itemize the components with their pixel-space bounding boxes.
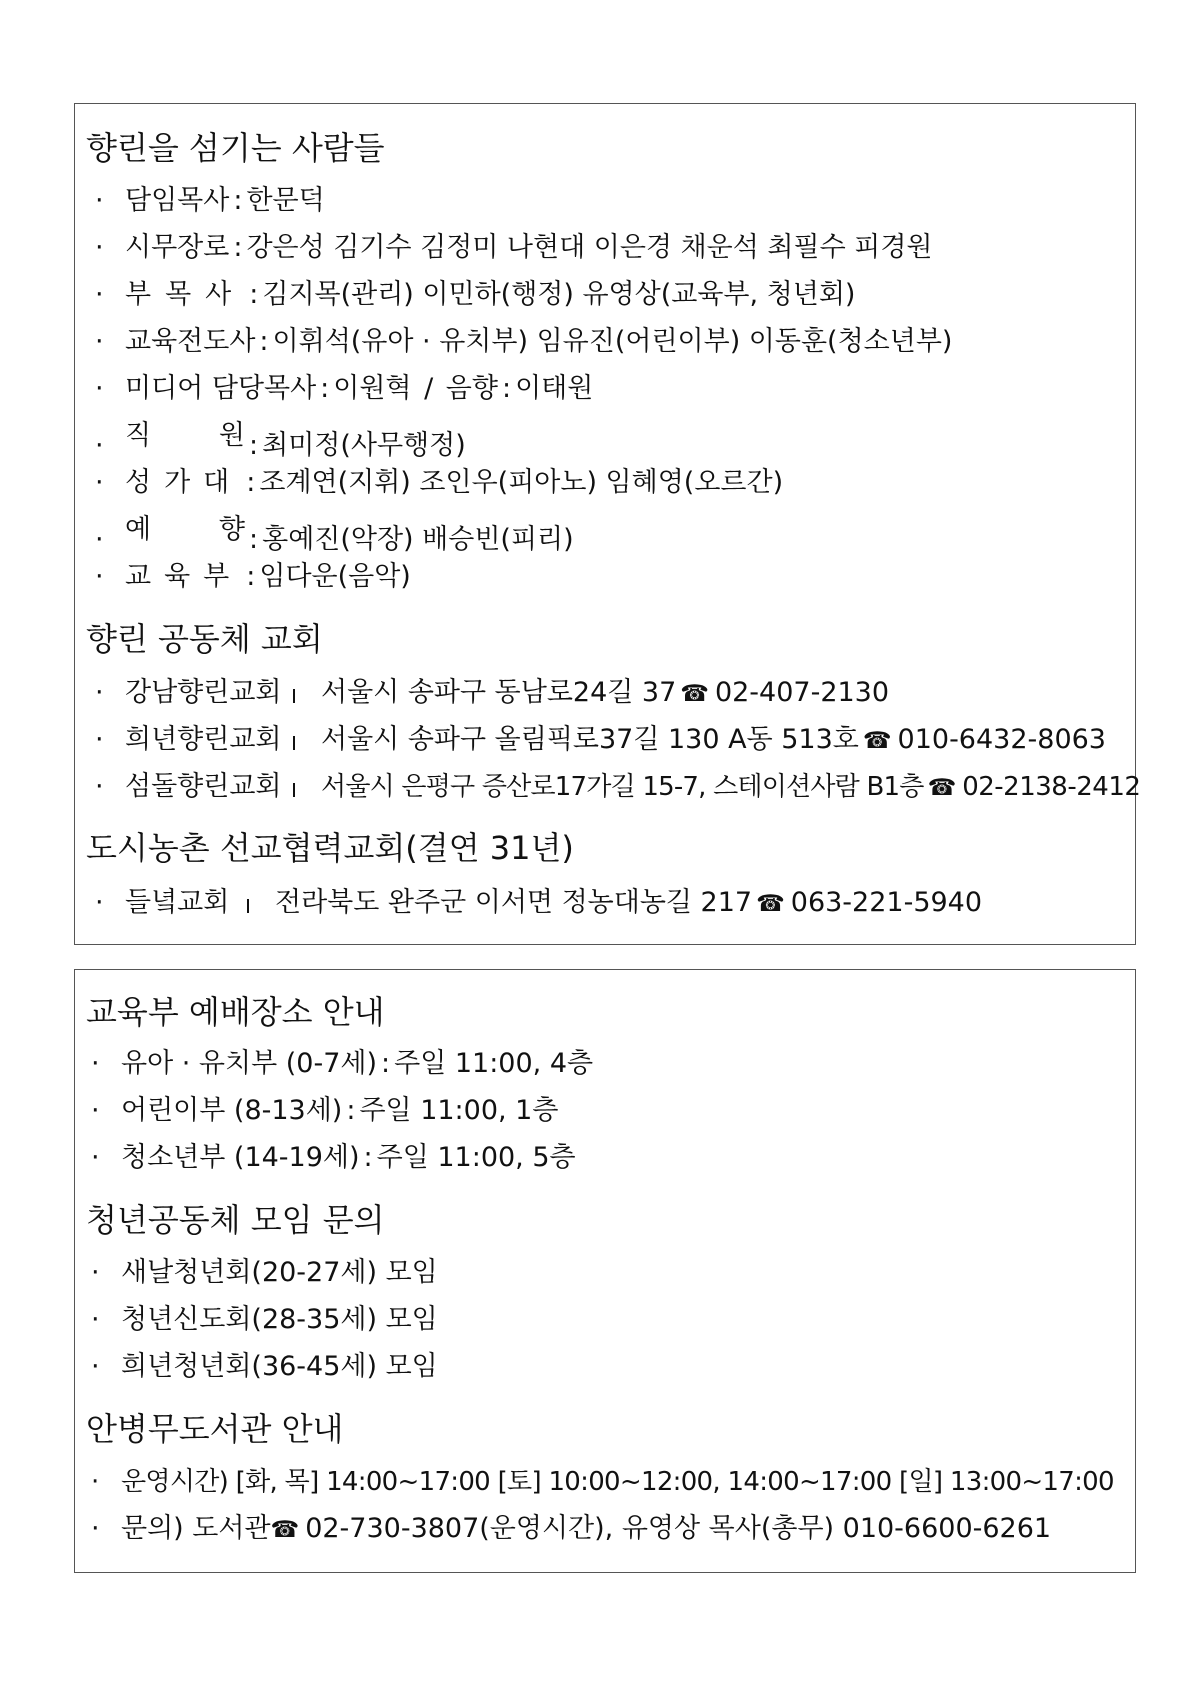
youth-item — [91, 1349, 438, 1385]
staff-row-senior-pastor — [95, 183, 325, 219]
staff-row-staff — [95, 418, 466, 464]
library-contact-text: 02-730-3807(운영시간), 유영상 목사(총무) 010-6600-6261 — [305, 1513, 1052, 1544]
church-phone: 063-221-5940 — [790, 887, 983, 918]
bullet-icon: · — [95, 724, 104, 755]
library-hours — [91, 1464, 1114, 1500]
staff-heading: 향린을 섬기는 사람들 — [86, 129, 385, 167]
staff-label: 예 향 — [125, 514, 245, 545]
bullet-icon: · — [95, 524, 104, 555]
staff-row-choir — [95, 465, 783, 501]
separator: : — [246, 467, 256, 498]
staff-value: 이휘석(유아 · 유치부) 임유진(어린이부) 이동훈(청소년부) — [272, 326, 953, 357]
bullet-icon: · — [91, 1095, 100, 1126]
church-phone: 02-407-2130 — [714, 677, 890, 708]
bullet-icon: · — [95, 430, 104, 461]
staff-label: 교육부 — [125, 561, 243, 592]
staff-value: 이태원 — [515, 373, 594, 404]
worship-value: 주일 11:00, 1층 — [359, 1095, 559, 1126]
staff-label: 시무장로 — [125, 232, 230, 263]
church-info-box — [74, 969, 1136, 1573]
phone-icon: ☎ — [756, 891, 785, 917]
separator: : — [246, 561, 256, 592]
church-address: 서울시 은평구 증산로17가길 15-7, 스테이션사람 B1층 — [321, 772, 924, 802]
staff-label: 음향 — [445, 373, 498, 404]
bullet-icon: · — [91, 1257, 100, 1288]
worship-value: 주일 11:00, 4층 — [394, 1048, 594, 1079]
bullet-icon: · — [91, 1304, 100, 1335]
youth-item-text: 희년청년회(36-45세) 모임 — [121, 1351, 438, 1382]
staff-value: 조계연(지휘) 조인우(피아노) 임혜영(오르간) — [259, 467, 784, 498]
staff-row-elders — [95, 230, 932, 266]
staff-label: 직 원 — [125, 420, 245, 451]
bullet-icon: · — [91, 1351, 100, 1382]
staff-value: 김지목(관리) 이민하(행정) 유영상(교육부, 청년회) — [262, 279, 856, 310]
library-contact — [91, 1511, 1051, 1548]
separator: : — [233, 232, 243, 263]
church-phone: 02-2138-2412 — [962, 772, 1141, 802]
mission-church-row — [95, 885, 982, 922]
separator: : — [346, 1095, 356, 1126]
staff-row-associate-pastors — [95, 277, 855, 313]
separator: : — [381, 1048, 391, 1079]
youth-heading: 청년공동체 모임 문의 — [86, 1201, 385, 1239]
bullet-icon: · — [95, 232, 104, 263]
separator: : — [249, 279, 259, 310]
separator: : — [233, 185, 243, 216]
bullet-icon: · — [95, 326, 104, 357]
worship-value: 주일 11:00, 5층 — [376, 1142, 576, 1173]
separator: : — [259, 326, 269, 357]
divider — [293, 736, 295, 750]
staff-value: 강은성 김기수 김정미 나현대 이은경 채운석 최필수 피경원 — [246, 232, 933, 263]
phone-icon: ☎ — [927, 775, 957, 801]
staff-row-education-dept — [95, 559, 411, 595]
separator: : — [501, 373, 512, 404]
separator: : — [249, 430, 259, 461]
separator: : — [249, 524, 259, 555]
library-hours-text: 운영시간) [화, 목] 14:00~17:00 [토] 10:00~12:00, 14:00~17:00 [일] 13:00~17:00 — [121, 1467, 1114, 1497]
separator: : — [320, 373, 330, 404]
staff-value: 최미정(사무행정) — [262, 430, 466, 461]
bullet-icon: · — [95, 467, 104, 498]
phone-icon: ☎ — [270, 1517, 300, 1543]
community-church-row — [95, 675, 889, 712]
bullet-icon: · — [91, 1142, 100, 1173]
bullet-icon: · — [95, 279, 104, 310]
church-address: 서울시 송파구 올림픽로37길 130 A동 513호 — [321, 724, 859, 755]
church-address: 서울시 송파구 동남로24길 37 — [321, 677, 677, 708]
library-heading: 안병무도서관 안내 — [86, 1410, 344, 1448]
community-church-row — [95, 722, 1106, 759]
bullet-icon: · — [95, 373, 104, 404]
staff-value: 한문덕 — [246, 185, 325, 216]
community-heading: 향린 공동체 교회 — [86, 620, 323, 658]
slash-separator: / — [415, 373, 442, 404]
separator: : — [363, 1142, 373, 1173]
staff-row-music — [95, 512, 574, 558]
staff-value: 홍예진(악장) 배승빈(피리) — [262, 524, 574, 555]
mission-heading: 도시농촌 선교협력교회(결연 31년) — [86, 829, 574, 867]
staff-label: 교육전도사 — [125, 326, 256, 357]
staff-value: 임다운(음악) — [259, 561, 411, 592]
community-church-row — [95, 769, 1140, 806]
divider — [293, 783, 295, 797]
church-name: 희년향린교회 — [125, 724, 282, 755]
staff-label: 부목사 — [125, 279, 246, 310]
worship-heading: 교육부 예배장소 안내 — [86, 993, 385, 1031]
bullet-icon: · — [95, 561, 104, 592]
youth-item-text: 새날청년회(20-27세) 모임 — [121, 1257, 438, 1288]
staff-row-education-ministers — [95, 324, 952, 360]
staff-label: 미디어 담당목사 — [125, 373, 317, 404]
divider — [247, 899, 249, 913]
staff-label: 담임목사 — [125, 185, 230, 216]
staff-label: 성가대 — [125, 467, 243, 498]
church-name: 강남향린교회 — [125, 677, 282, 708]
staff-row-media — [95, 371, 593, 407]
church-name: 섬돌향린교회 — [125, 771, 282, 802]
youth-item — [91, 1255, 438, 1291]
worship-label: 어린이부 (8-13세) — [121, 1095, 343, 1126]
worship-item — [91, 1046, 593, 1082]
worship-label: 유아 · 유치부 (0-7세) — [121, 1048, 377, 1079]
bullet-icon: · — [91, 1513, 100, 1544]
bullet-icon: · — [95, 887, 104, 918]
youth-item-text: 청년신도회(28-35세) 모임 — [121, 1304, 438, 1335]
staff-value: 이원혁 — [333, 373, 412, 404]
church-name: 들녘교회 — [125, 887, 230, 918]
worship-item — [91, 1140, 576, 1176]
divider — [293, 689, 295, 703]
phone-icon: ☎ — [862, 728, 892, 754]
church-staff-box — [74, 103, 1141, 945]
phone-icon: ☎ — [680, 681, 709, 707]
bullet-icon: · — [95, 185, 104, 216]
worship-label: 청소년부 (14-19세) — [121, 1142, 360, 1173]
worship-item — [91, 1093, 558, 1129]
church-phone: 010-6432-8063 — [897, 724, 1106, 755]
bullet-icon: · — [95, 771, 104, 802]
bullet-icon: · — [91, 1467, 99, 1497]
youth-item — [91, 1302, 438, 1338]
bullet-icon: · — [91, 1048, 100, 1079]
church-address: 전라북도 완주군 이서면 정농대농길 217 — [275, 887, 753, 918]
library-contact-prefix: 문의) 도서관 — [121, 1513, 271, 1544]
bullet-icon: · — [95, 677, 104, 708]
